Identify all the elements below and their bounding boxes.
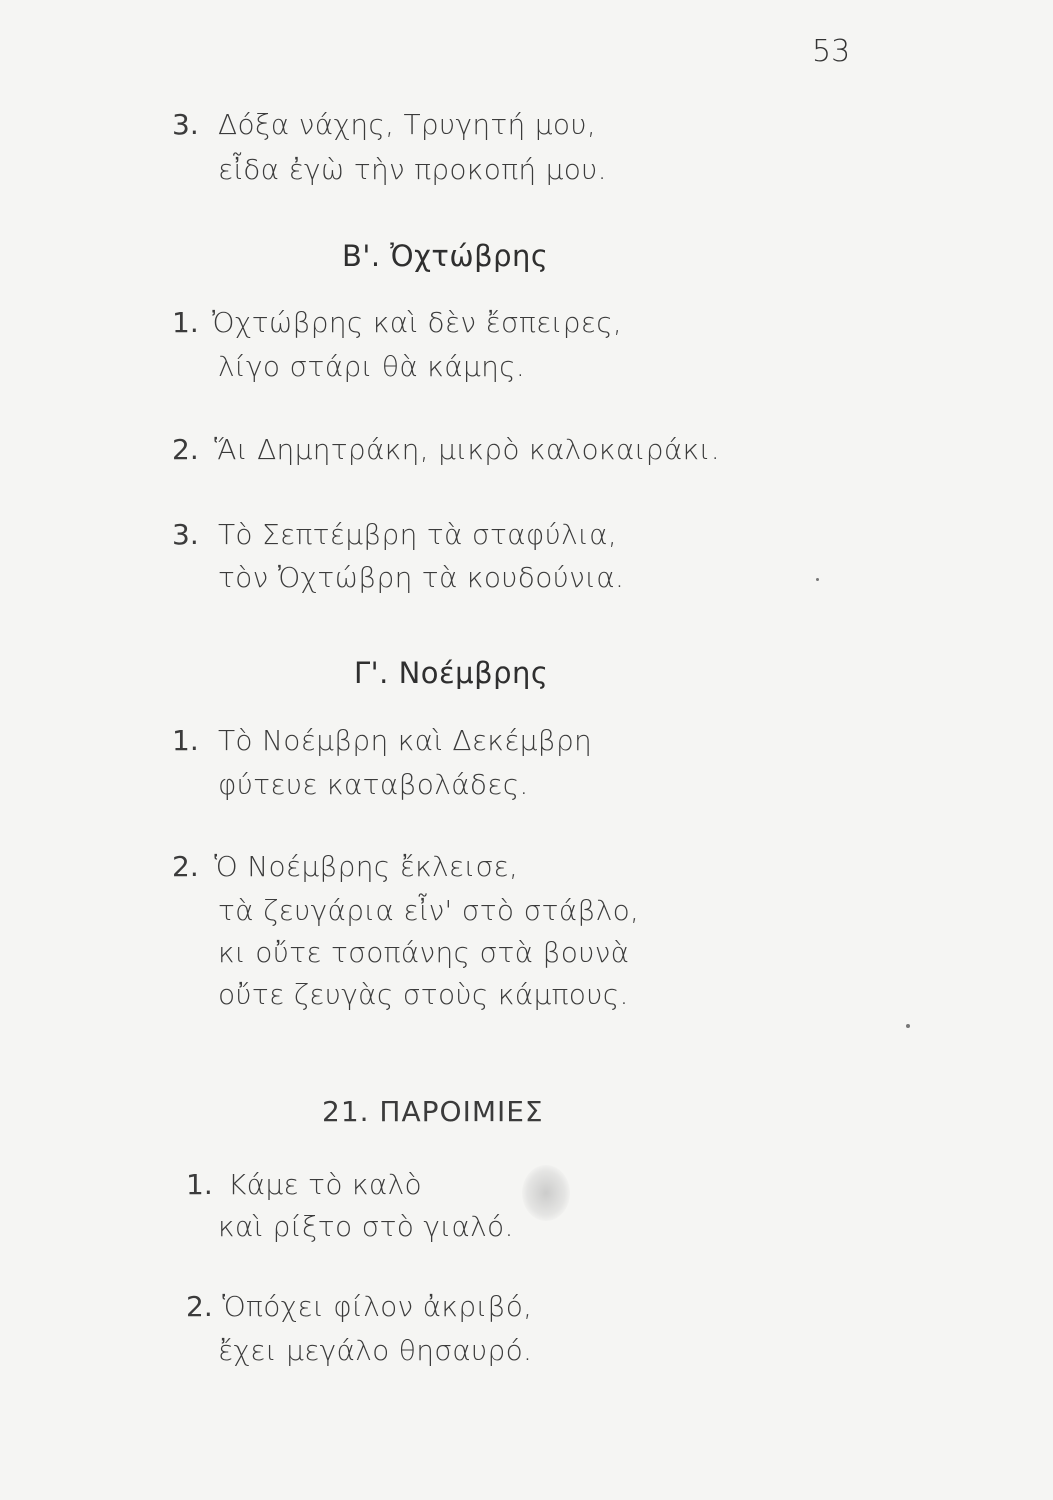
verse-line: καὶ ρίξτο στὸ γιαλό. bbox=[218, 1210, 514, 1243]
item-number: 3. bbox=[172, 108, 199, 141]
verse-line: οὔτε ζευγὰς στοὺς κάμπους. bbox=[218, 978, 629, 1011]
speck bbox=[816, 578, 819, 581]
item-number: 2. bbox=[186, 1290, 213, 1323]
verse-line: Ὁ Νοέμβρης ἔκλεισε, bbox=[214, 850, 519, 883]
paper-smudge bbox=[522, 1165, 570, 1221]
page-number: 53 bbox=[812, 34, 851, 69]
verse-line: Τὸ Σεπτέμβρη τὰ σταφύλια, bbox=[218, 518, 618, 551]
verse-line: Δόξα νάχης, Τρυγητή μου, bbox=[218, 108, 597, 141]
chapter-title-proverbs: 21. ΠΑΡΟΙΜΙΕΣ bbox=[322, 1095, 544, 1128]
section-heading-november: Γ'. Νοέμβρης bbox=[354, 656, 549, 690]
speck bbox=[906, 1024, 910, 1028]
verse-line: Ἅι Δημητράκη, μικρὸ καλοκαιράκι. bbox=[214, 433, 720, 466]
item-number: 2. bbox=[172, 433, 199, 466]
verse-line: τὸν Ὀχτώβρη τὰ κουδούνια. bbox=[218, 561, 625, 594]
verse-line: λίγο στάρι θὰ κάμης. bbox=[218, 350, 526, 383]
verse-line: Ὀχτώβρης καὶ δὲν ἔσπειρες, bbox=[212, 306, 623, 339]
verse-line: Τὸ Νοέμβρη καὶ Δεκέμβρη bbox=[218, 724, 593, 757]
section-heading-october: Β'. Ὀχτώβρης bbox=[342, 239, 549, 273]
verse-line: κι οὔτε τσοπάνης στὰ βουνὰ bbox=[218, 936, 630, 969]
verse-line: Ὁπόχει φίλον ἀκριβό, bbox=[222, 1290, 533, 1323]
item-number: 1. bbox=[172, 724, 199, 757]
verse-line: Κάμε τὸ καλὸ bbox=[228, 1168, 422, 1201]
item-number: 2. bbox=[172, 850, 199, 883]
verse-line: εἶδα ἐγὼ τὴν προκοπή μου. bbox=[218, 153, 607, 186]
verse-line: φύτευε καταβολάδες. bbox=[218, 768, 529, 801]
verse-line: ἔχει μεγάλο θησαυρό. bbox=[218, 1334, 533, 1367]
verse-line: τὰ ζευγάρια εἶν' στὸ στάβλο, bbox=[218, 894, 640, 927]
item-number: 1. bbox=[186, 1168, 213, 1201]
item-number: 3. bbox=[172, 518, 199, 551]
item-number: 1. bbox=[172, 306, 199, 339]
